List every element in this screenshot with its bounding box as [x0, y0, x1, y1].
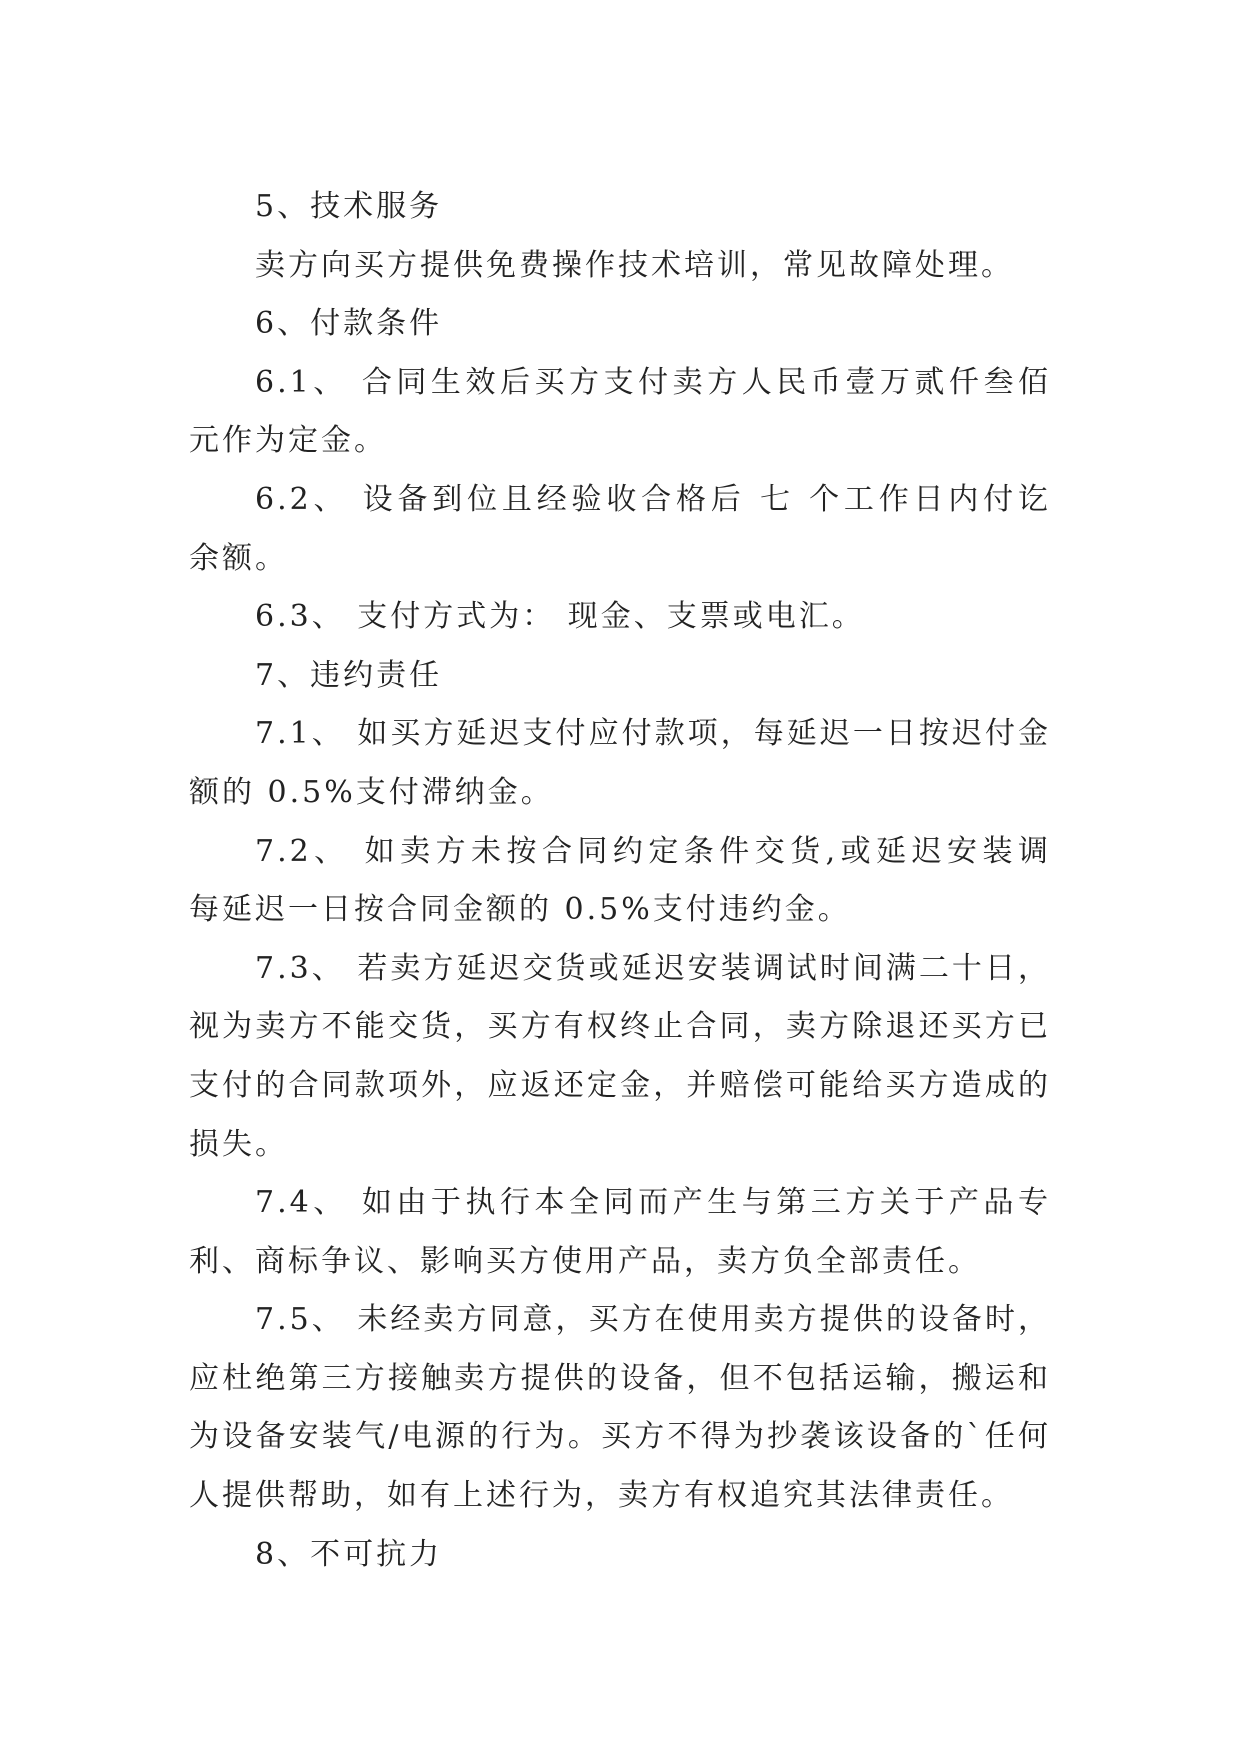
text-line: 支付的合同款项外，应返还定金，并赔偿可能给买方造成的: [189, 1067, 1051, 1103]
text-line: 6、付款条件: [255, 306, 443, 342]
text-line: 余额。: [189, 540, 288, 576]
text-line: 应杜绝第三方接触卖方提供的设备，但不包括运输，搬运和: [189, 1360, 1051, 1396]
text-line: 损失。: [189, 1126, 288, 1162]
text-line: 元作为定金。: [189, 423, 387, 459]
text-line: 7.4、 如由于执行本全同而产生与第三方关于产品专: [255, 1185, 1051, 1221]
text-line: 额的 0.5%支付滞纳金。: [189, 774, 554, 810]
text-line: 视为卖方不能交货，买方有权终止合同，卖方除退还买方已: [189, 1009, 1051, 1045]
text-line: 7.3、 若卖方延迟交货或延迟安装调试时间满二十日，: [255, 950, 1051, 986]
text-line: 人提供帮助，如有上述行为，卖方有权追究其法律责任。: [189, 1478, 1014, 1514]
text-line: 卖方向买方提供免费操作技术培训，常见故障处理。: [255, 247, 1014, 283]
text-line: 6.3、 支付方式为： 现金、支票或电汇。: [255, 599, 865, 635]
text-line: 7.1、 如买方延迟支付应付款项，每延迟一日按迟付金: [255, 716, 1051, 752]
text-line: 5、技术服务: [255, 189, 443, 224]
text-line: 7.2、 如卖方未按合同约定条件交货,或延迟安装调: [255, 833, 1051, 869]
text-line: 6.2、 设备到位且经验收合格后 七 个工作日内付讫: [255, 481, 1051, 517]
text-line: 利、商标争议、影响买方使用产品，卖方负全部责任。: [189, 1243, 981, 1279]
text-line: 为设备安装气/电源的行为。买方不得为抄袭该设备的`任何: [189, 1419, 1051, 1455]
text-line: 7、违约责任: [255, 657, 443, 693]
document-body: [189, 178, 1051, 1584]
text-line: 每延迟一日按合同金额的 0.5%支付违约金。: [189, 892, 851, 928]
text-line: 6.1、 合同生效后买方支付卖方人民币壹万贰仟叁佰: [255, 364, 1051, 400]
text-line: 7.5、 未经卖方同意，买方在使用卖方提供的设备时，: [255, 1302, 1051, 1338]
text-line: 8、不可抗力: [255, 1536, 443, 1572]
